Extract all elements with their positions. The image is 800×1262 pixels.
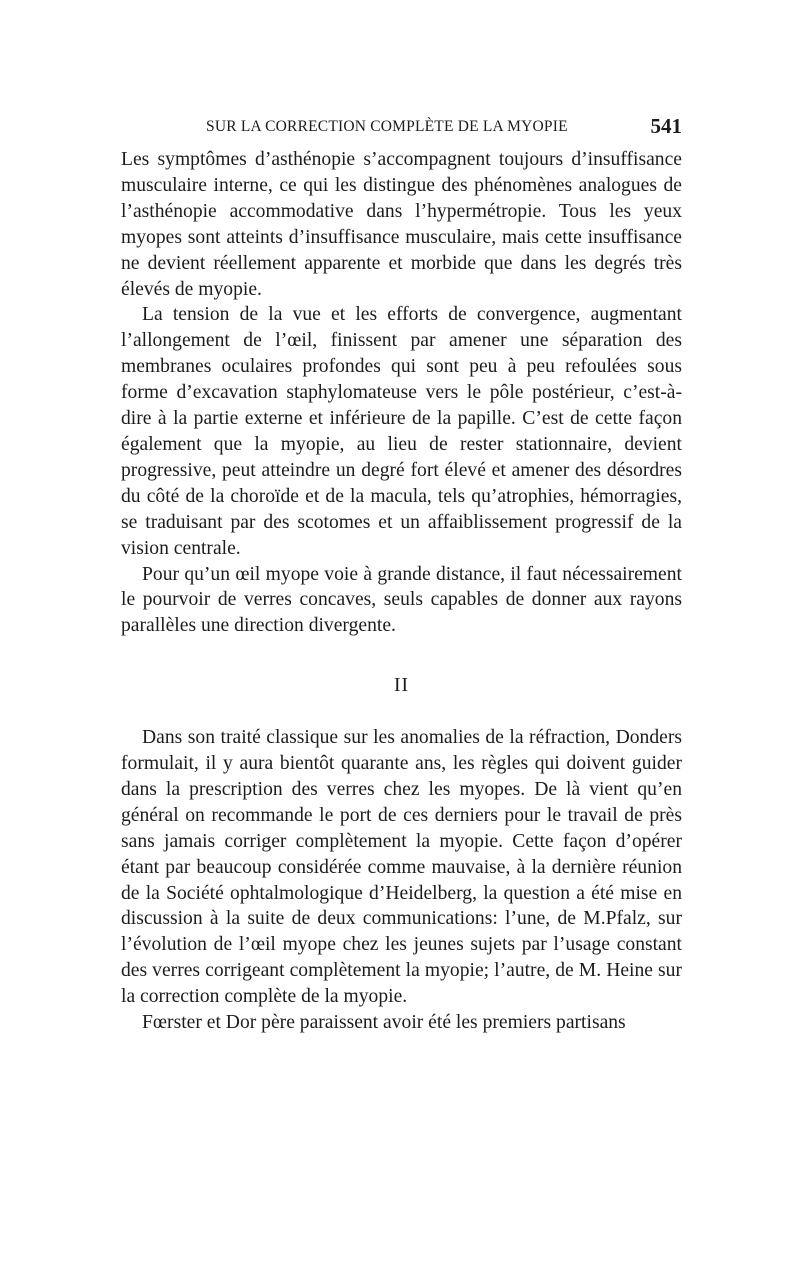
running-title: SUR LA CORRECTION COMPLÈTE DE LA MYOPIE xyxy=(206,118,568,135)
paragraph-donders: Dans son traité classique sur les anomalies de la réfraction, Donders formulait, il y aura bientôt quarante ans, les règles qui doivent guider dans la prescription des verres chez les myopes. De là vient qu’en général on recommande le port de ces derniers pour le travail de près sans jamais corriger complètement la myopie. Cette façon d’opérer étant par beaucoup considérée comme mauvaise, à la dernière réunion de la Société ophtalmologique d’Heidelberg, la question a été mise en discussion à la suite de deux communications: l’une, de M.Pfalz, sur l’évolution de l’œil myope chez les jeunes sujets par l’usage constant des verres corrigeant complètement la myopie; l’autre, de M. Heine sur la correction complète de la myopie. xyxy=(121,727,682,1008)
page-number: 541 xyxy=(650,114,682,138)
paragraph-asthenopie: Les symptômes d’asthénopie s’accompagnent toujours d’insuffisance musculaire interne, ce qui les distingue des phénomènes analogues de l’asthénopie accommodative dans l’hypermétropie. Tous les yeux myopes sont atteints d’insuffisance musculaire, mais cette insuffisance ne devient réellement apparente et morbide que dans les degrés très élevés de myopie. xyxy=(121,149,682,300)
page-body xyxy=(121,147,682,1036)
paragraph-foerster: Fœrster et Dor père paraissent avoir été les premiers partisans xyxy=(142,1012,626,1034)
section-heading: II xyxy=(393,675,410,697)
paragraph-convergence: La tension de la vue et les efforts de convergence, augmentant l’allongement de l’œil, finissent par amener une séparation des membranes oculaires profondes qui sont peu à peu refoulées sous forme d’excavation staphylomateuse vers le pôle postérieur, c’est-à-dire à la partie externe et inférieure de la papille. C’est de cette façon également que la myopie, au lieu de rester stationnaire, devient progressive, peut atteindre un degré fort élevé et amener des désordres du côté de la choroïde et de la macula, tels qu’atrophies, hémorragies, se traduisant par des scotomes et un affaiblissement progressif de la vision centrale. xyxy=(121,304,682,559)
paragraph-verres-concaves: Pour qu’un œil myope voie à grande distance, il faut nécessairement le pourvoir de verres concaves, seuls capables de donner aux rayons parallèles une direction divergente. xyxy=(121,563,682,637)
running-head xyxy=(206,114,682,140)
